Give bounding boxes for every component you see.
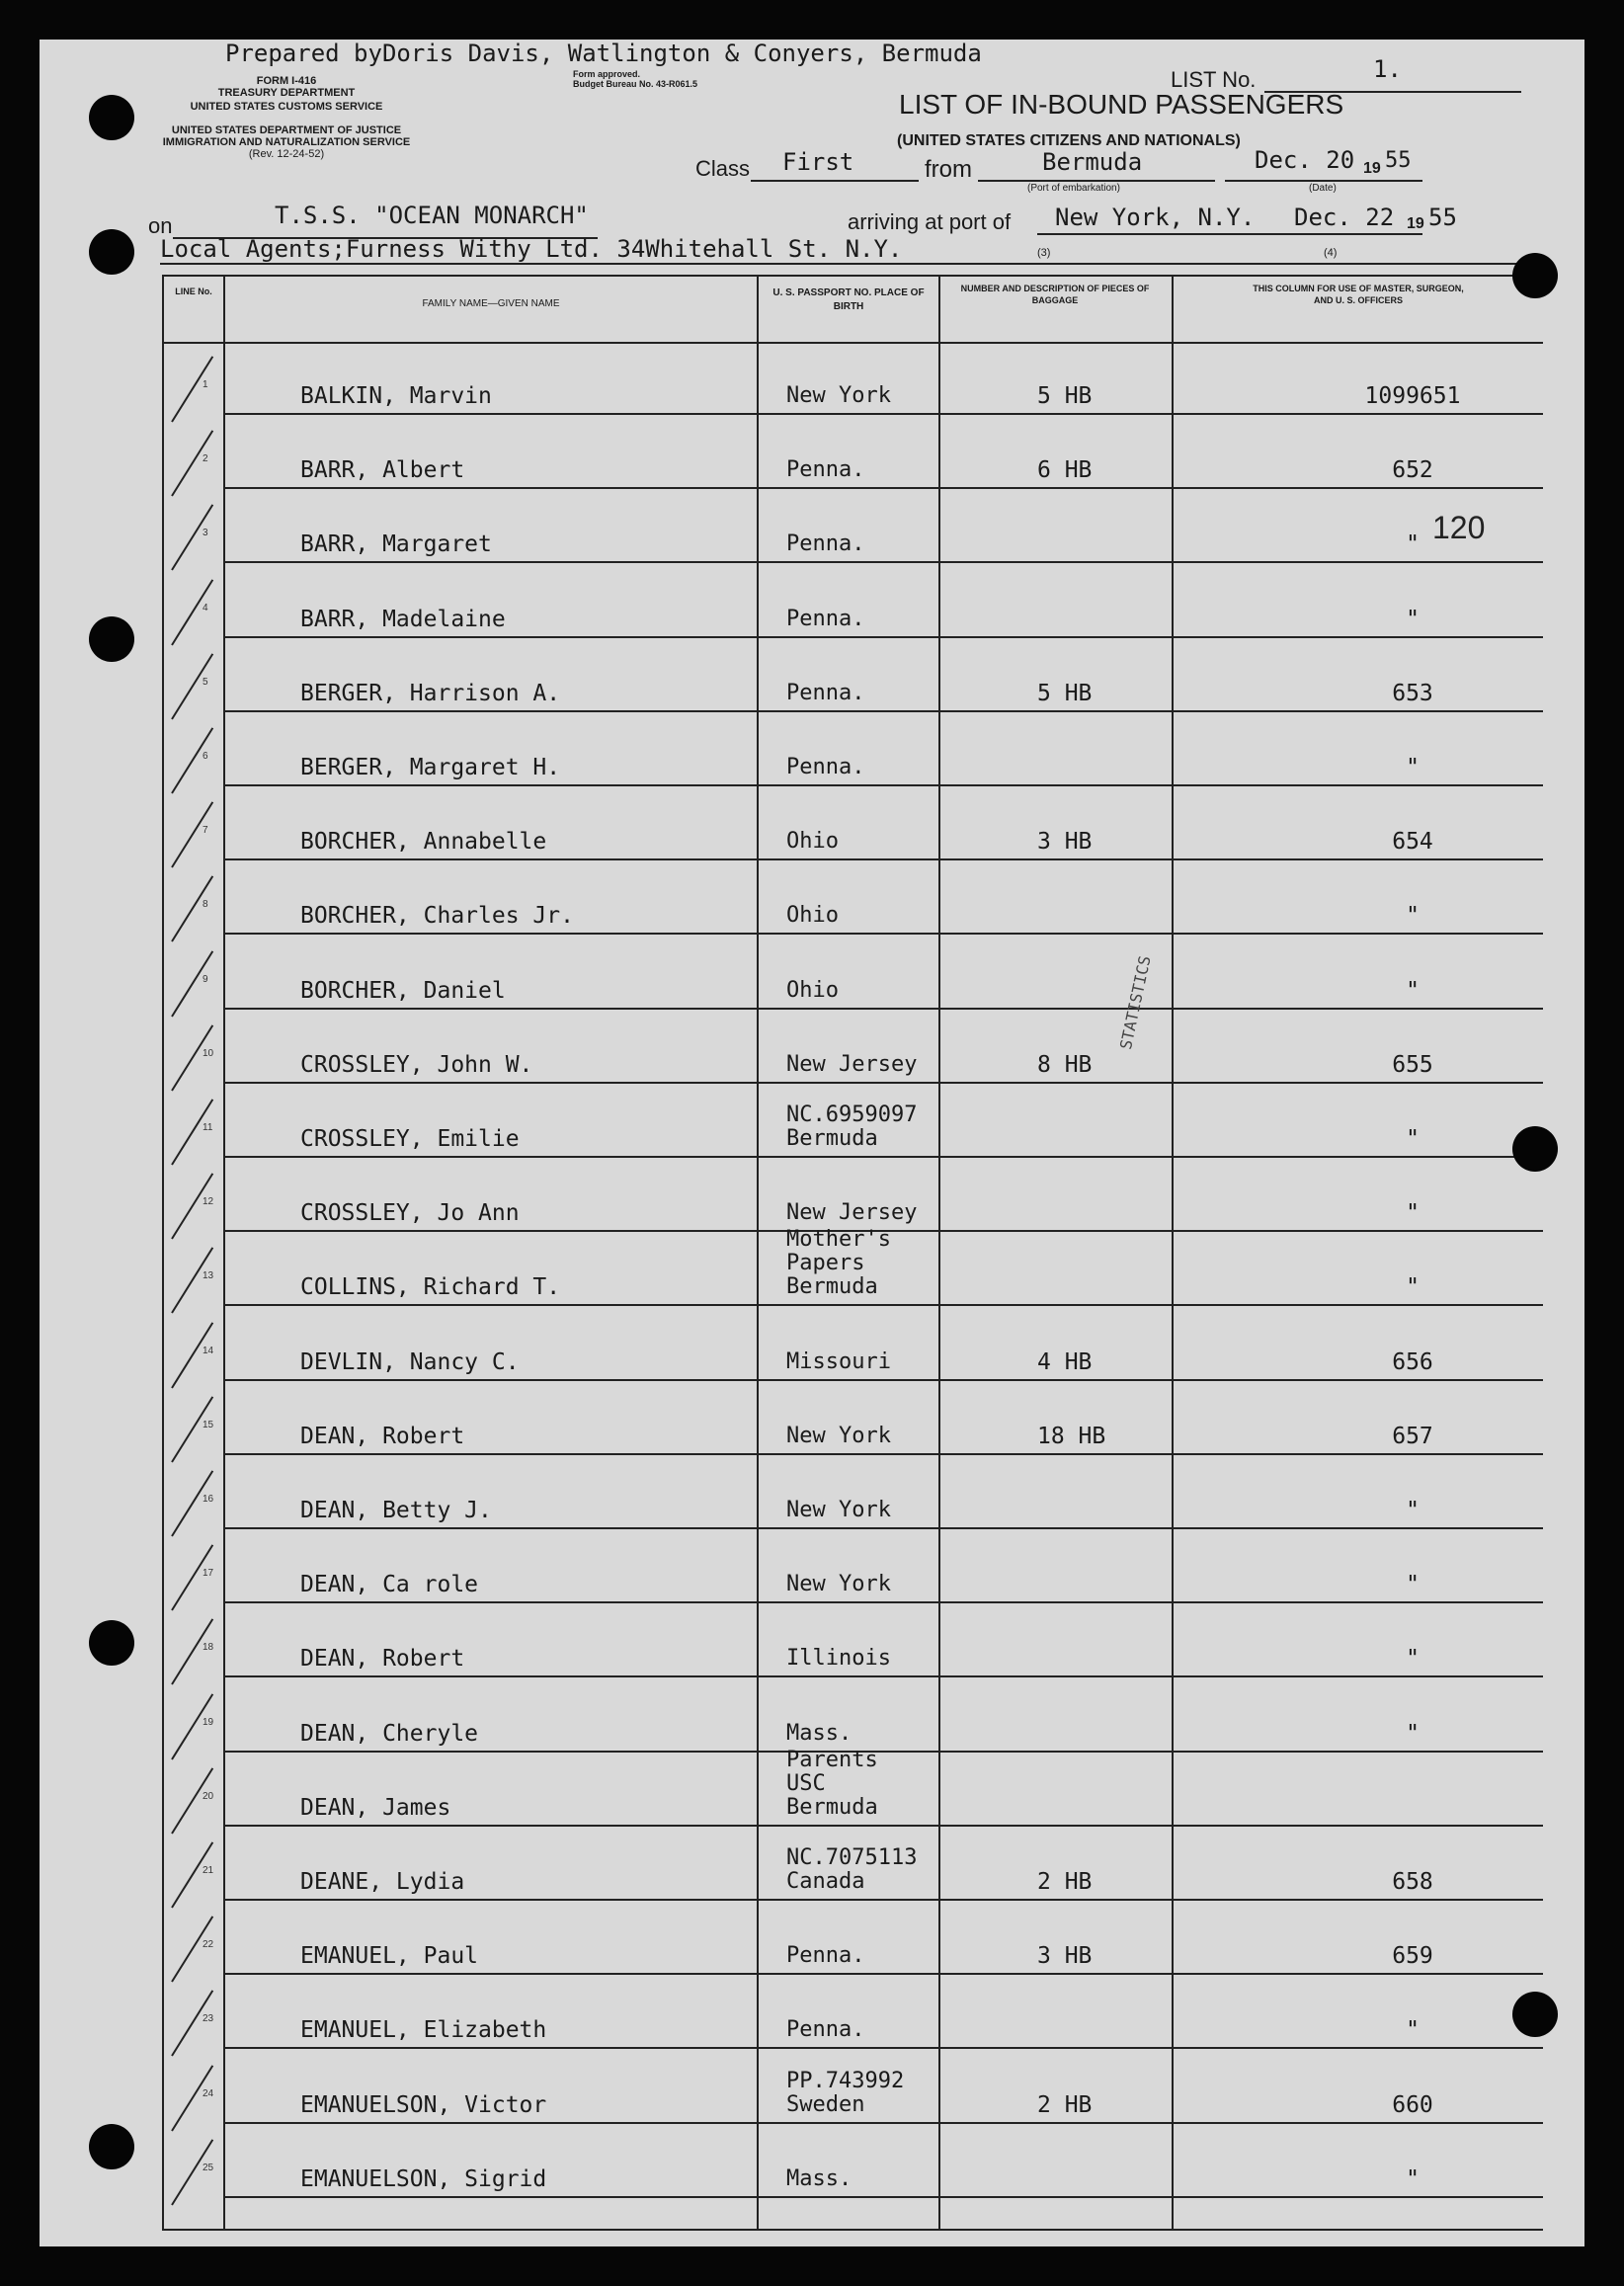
punch-hole [89,616,134,662]
place-of-birth [786,1104,917,1152]
place-line: Canada [786,1869,865,1894]
officer-number: " [1406,2017,1420,2043]
passenger-name: BERGER, Harrison A. [300,681,561,706]
place-line: Penna. [786,1943,865,1968]
punch-hole [89,1620,134,1666]
place-of-birth [786,385,891,409]
place-of-birth [786,1574,891,1597]
date-prefix: 19 [1363,160,1381,177]
place-line: Papers [786,1251,865,1275]
passenger-name: CROSSLEY, Emilie [300,1126,520,1152]
place-of-birth [786,683,864,706]
place-of-birth [786,1750,878,1821]
officer-number: " [1406,1200,1420,1226]
officer-number: 652 [1392,457,1433,483]
prepared-by: Prepared byDoris Davis, Watlington & Conyers, Bermuda [225,40,982,67]
baggage-count: 5 HB [1037,383,1093,409]
baggage-count: 2 HB [1037,2092,1093,2118]
baggage-count: 5 HB [1037,681,1093,706]
place-of-birth [786,1945,864,1969]
passenger-name: BARR, Albert [300,457,465,483]
line-number: 5 [203,677,208,688]
punch-hole [1512,1992,1558,2037]
place-line: Sweden [786,2092,865,2117]
passenger-name: EMANUELSON, Sigrid [300,2166,547,2192]
officer-number: " [1406,1498,1420,1523]
list-no-label: LIST No. [1171,67,1257,92]
place-of-birth [786,1351,891,1375]
place-line: PP.743992 [786,2069,905,2093]
line-number: 13 [203,1270,214,1281]
passenger-name: BARR, Madelaine [300,607,506,632]
class-value: First [782,148,854,176]
place-line: Mother's [786,1227,891,1252]
passenger-name: COLLINS, Richard T. [300,1274,561,1300]
line-number: 20 [203,1791,214,1802]
revision-date: (Rev. 12-24-52) [248,148,325,160]
place-of-birth [786,2168,852,2192]
passenger-name: BORCHER, Daniel [300,978,506,1004]
date-year: 55 [1385,148,1412,173]
local-agents: Local Agents;Furness Withy Ltd. 34Whitehall St. N.Y. [160,235,903,263]
line-number: 7 [203,825,208,836]
passenger-name: BERGER, Margaret H. [300,755,561,780]
page-subtitle: (UNITED STATES CITIZENS AND NATIONALS) [897,132,1241,149]
officer-number: 657 [1392,1424,1433,1449]
place-line: Mass. [786,2166,853,2191]
treasury-dept: TREASURY DEPARTMENT [217,87,356,99]
date-caption: (Date) [1309,183,1337,194]
form-number: FORM I-416 [256,75,317,87]
place-line: Penna. [786,681,865,705]
place-line: NC.7075113 [786,1845,918,1870]
col-passport: U. S. PASSPORT NO. PLACE OF BIRTH [772,287,925,312]
officer-number: " [1406,1274,1420,1300]
place-line: New York [786,1572,891,1596]
place-of-birth [786,1723,852,1747]
officer-number: " [1406,903,1420,929]
place-line: Penna. [786,607,865,631]
place-line: Ohio [786,829,839,854]
place-line: Penna. [786,755,865,779]
caption-4: (4) [1324,247,1338,259]
line-number: 10 [203,1048,214,1059]
arriving-year: 55 [1428,204,1457,231]
officer-number: " [1406,531,1420,557]
punch-hole [1512,253,1558,298]
col-officers: THIS COLUMN FOR USE OF MASTER, SURGEON, AND U. S. OFFICERS [1253,284,1464,305]
arriving-label: arriving at port of [848,209,1012,234]
place-line: Missouri [786,1349,891,1374]
statistics-stamp: STATISTICS [1116,953,1155,1051]
place-line: Bermuda [786,1795,878,1820]
place-of-birth [786,1054,917,1078]
passenger-name: EMANUEL, Paul [300,1943,479,1969]
port-embark-caption: (Port of embarkation) [1027,183,1120,194]
place-of-birth [786,533,864,557]
passenger-name: BORCHER, Charles Jr. [300,903,574,929]
ship-name: T.S.S. "OCEAN MONARCH" [275,202,589,229]
place-of-birth [786,831,839,855]
officer-number: " [1406,1721,1420,1747]
line-number: 17 [203,1568,214,1579]
page-title: LIST OF IN-BOUND PASSENGERS [899,89,1344,120]
place-line: NC.6959097 [786,1102,918,1127]
passenger-name: EMANUEL, Elizabeth [300,2017,547,2043]
line-number: 9 [203,974,208,985]
place-of-birth [786,1500,891,1523]
place-line: Mass. [786,1721,853,1746]
officer-number: 656 [1392,1349,1433,1375]
ins-service: IMMIGRATION AND NATURALIZATION SERVICE [162,136,411,148]
baggage-count: 4 HB [1037,1349,1093,1375]
officer-number: " [1406,978,1420,1004]
punch-hole [1512,1126,1558,1172]
place-line: Bermuda [786,1126,878,1151]
date-value: Dec. 20 [1255,146,1355,174]
justice-dept: UNITED STATES DEPARTMENT OF JUSTICE [171,124,402,136]
place-line: Penna. [786,2017,865,2042]
line-number: 3 [203,528,208,538]
form-approved: Form approved. [573,69,641,79]
line-number: 4 [203,603,208,613]
baggage-count: 8 HB [1037,1052,1093,1078]
place-of-birth [786,905,839,929]
line-number: 25 [203,2163,214,2173]
place-line: New Jersey [786,1200,918,1225]
place-line: New York [786,383,891,408]
passenger-name: BALKIN, Marvin [300,383,492,409]
col-line-no: LINE No. [175,286,212,296]
line-number: 15 [203,1420,214,1430]
baggage-count: 2 HB [1037,1869,1093,1895]
line-number: 24 [203,2088,214,2099]
place-of-birth [786,757,864,780]
from-label: from [925,156,972,183]
place-of-birth [786,1847,917,1895]
officer-number: " [1406,1572,1420,1597]
line-number: 6 [203,751,208,762]
punch-hole [89,2124,134,2169]
from-value: Bermuda [1042,148,1143,176]
place-of-birth [786,459,864,483]
punch-hole [89,95,134,140]
baggage-count: 3 HB [1037,1943,1093,1969]
place-of-birth [786,1648,891,1672]
passenger-name: CROSSLEY, Jo Ann [300,1200,520,1226]
place-line: Ohio [786,978,839,1003]
line-number: 22 [203,1939,214,1950]
passenger-name: DEAN, James [300,1795,451,1821]
passenger-name: EMANUELSON, Victor [300,2092,547,2118]
line-number: 16 [203,1494,214,1505]
place-line: Illinois [786,1646,891,1671]
arriving-port: New York, N.Y. [1055,204,1256,231]
baggage-count: 3 HB [1037,829,1093,855]
baggage-count: 18 HB [1037,1424,1106,1449]
line-number: 11 [203,1122,213,1133]
place-line: New Jersey [786,1052,918,1077]
place-of-birth [786,1202,917,1226]
officer-number: 658 [1392,1869,1433,1895]
place-line: Parents [786,1748,878,1772]
place-of-birth [786,1426,891,1449]
passenger-name: BORCHER, Annabelle [300,829,547,855]
line-number: 2 [203,453,208,464]
officer-number: 659 [1392,1943,1433,1969]
passenger-name: DEAN, Betty J. [300,1498,492,1523]
line-number: 21 [203,1865,214,1876]
col-baggage: NUMBER AND DESCRIPTION OF PIECES OF BAGGAGE [960,284,1150,305]
place-line: Penna. [786,457,865,482]
margin-note: 120 [1432,510,1486,545]
line-number: 14 [203,1346,214,1356]
place-line: New York [786,1498,891,1522]
passenger-name: CROSSLEY, John W. [300,1052,533,1078]
class-label: Class [695,156,751,181]
passenger-name: BARR, Margaret [300,531,492,557]
place-line: Penna. [786,531,865,556]
officer-number: 654 [1392,829,1433,855]
passenger-name: DEAN, Ca role [300,1572,479,1597]
officer-number: " [1406,1126,1420,1152]
caption-3: (3) [1037,247,1051,259]
place-of-birth [786,980,839,1004]
place-of-birth [786,2071,904,2118]
line-number: 8 [203,899,208,910]
manifest-page [40,40,1584,2246]
passenger-name: DEANE, Lydia [300,1869,465,1895]
line-number: 18 [203,1642,214,1653]
officer-number: 653 [1392,681,1433,706]
line-number: 19 [203,1717,214,1728]
place-of-birth [786,609,864,632]
budget-bureau: Budget Bureau No. 43-R061.5 [573,79,698,89]
customs-service: UNITED STATES CUSTOMS SERVICE [190,101,383,113]
passenger-name: DEAN, Robert [300,1424,465,1449]
col-name: FAMILY NAME—GIVEN NAME [422,298,560,309]
place-line: USC [786,1771,826,1796]
officer-number: 655 [1392,1052,1433,1078]
passenger-name: DEVLIN, Nancy C. [300,1349,520,1375]
line-number: 1 [203,379,208,390]
on-label: on [148,213,173,238]
place-line: Ohio [786,903,839,928]
officer-number: " [1406,2166,1420,2192]
place-line: New York [786,1424,891,1448]
punch-hole [89,229,134,275]
officer-number: 1099651 [1364,383,1461,409]
officer-number: " [1406,607,1420,632]
place-line: Bermuda [786,1274,878,1299]
officer-number: " [1406,1646,1420,1672]
baggage-count: 6 HB [1037,457,1093,483]
officer-number: 660 [1392,2092,1433,2118]
line-number: 23 [203,2013,214,2024]
list-no-value: 1. [1373,55,1402,83]
line-number: 12 [203,1196,214,1207]
place-of-birth [786,2019,864,2043]
officer-number: " [1406,755,1420,780]
arriving-date: Dec. 22 [1294,204,1395,231]
place-of-birth [786,1229,891,1300]
passenger-name: DEAN, Cheryle [300,1721,479,1747]
passenger-name: DEAN, Robert [300,1646,465,1672]
arriving-prefix: 19 [1407,215,1424,232]
